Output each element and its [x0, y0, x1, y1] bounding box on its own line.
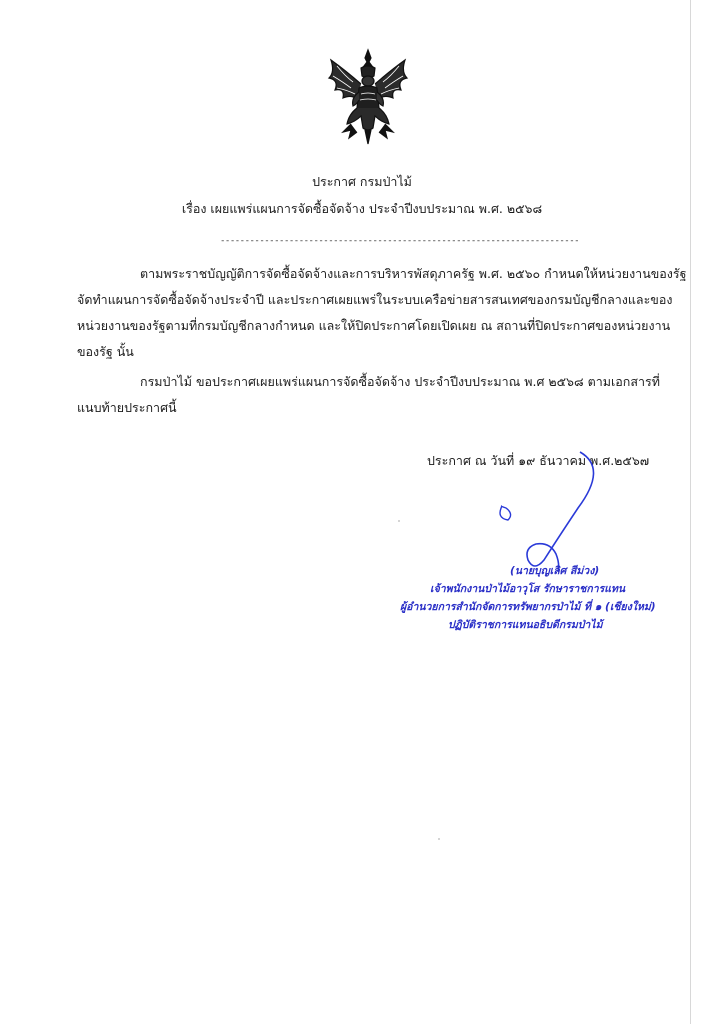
paragraph2-line-1: กรมป่าไม้ ขอประกาศเผยแพร่แผนการจัดซื้อจัดจ้าง ประจำปีงบประมาณ พ.ศ ๒๕๖๘ ตามเอกสารที่ — [140, 374, 660, 389]
handwritten-signature — [488, 448, 688, 578]
garuda-emblem-icon — [325, 48, 411, 146]
scan-speck — [398, 520, 400, 522]
scan-speck — [438, 838, 440, 840]
paragraph1-line-2: จัดทำแผนการจัดซื้อจัดจ้างประจำปี และประกาศเผยแพร่ในระบบเครือข่ายสารสนเทศของกรมบัญชีกลางและของ — [77, 292, 673, 307]
paragraph2-line-2: แนบท้ายประกาศนี้ — [77, 400, 177, 415]
announcement-date: ประกาศ ณ วันที่ ๑๙ ธันวาคม พ.ศ.๒๕๖๗ — [427, 453, 650, 468]
scan-edge-line — [690, 0, 691, 1024]
divider-rule: ------------------------------------------------------------------------- — [220, 236, 580, 246]
announcement-subject: เรื่อง เผยแพร่แผนการจัดซื้อจัดจ้าง ประจำปีงบประมาณ พ.ศ. ๒๕๖๘ — [181, 201, 543, 216]
signer-position-1: เจ้าพนักงานป่าไม้อาวุโส รักษาราชการแทน — [430, 583, 626, 595]
signer-position-3: ปฏิบัติราชการแทนอธิบดีกรมป่าไม้ — [448, 619, 603, 631]
signer-name: (นายบุญเลิศ สีม่วง) — [510, 565, 600, 577]
paragraph1-line-3: หน่วยงานของรัฐตามที่กรมบัญชีกลางกำหนด และให้ปิดประกาศโดยเปิดเผย ณ สถานที่ปิดประกาศของหน่วยงาน — [77, 318, 671, 333]
announcement-title: ประกาศ กรมป่าไม้ — [312, 174, 412, 189]
paragraph1-line-1: ตามพระราชบัญญัติการจัดซื้อจัดจ้างและการบริหารพัสดุภาครัฐ พ.ศ. ๒๕๖๐ กำหนดให้หน่วยงานของรัฐ — [140, 266, 687, 281]
paragraph1-line-4: ของรัฐ นั้น — [77, 344, 134, 359]
signer-position-2: ผู้อำนวยการสำนักจัดการทรัพยากรป่าไม้ ที่ ๑ (เชียงใหม่) — [400, 601, 656, 613]
